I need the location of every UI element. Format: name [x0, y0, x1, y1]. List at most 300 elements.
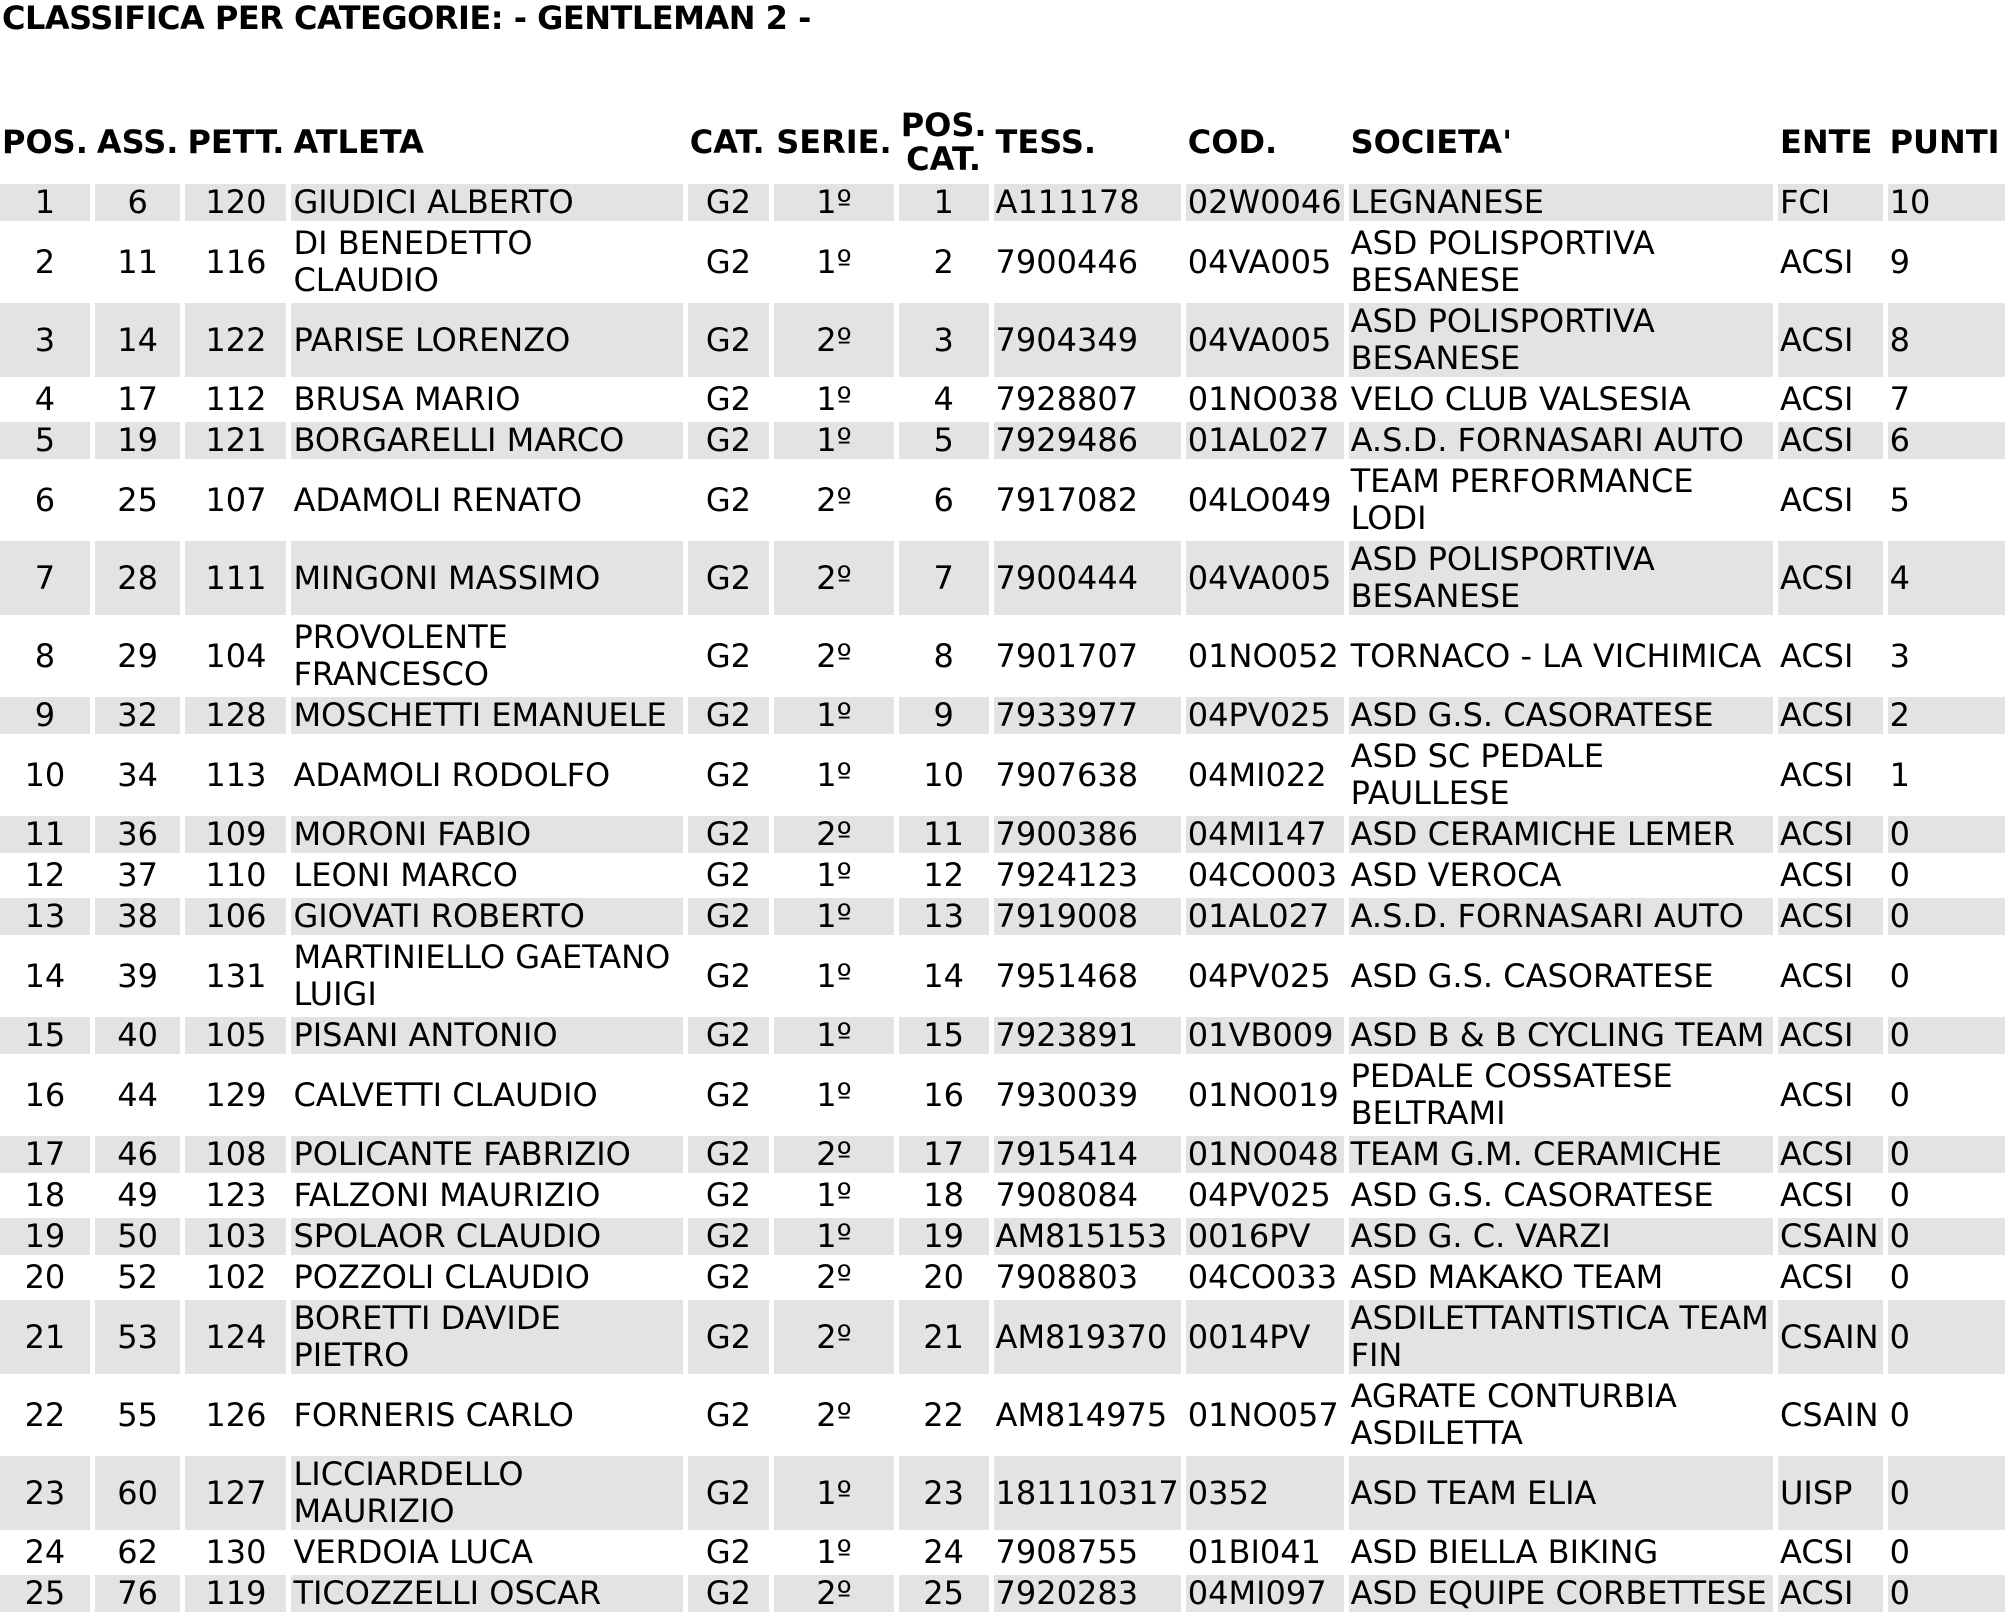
cell-cod: 04PV025 [1187, 956, 1331, 995]
cell-societa: ASD MAKAKO TEAM [1350, 1259, 1664, 1296]
cell-atleta: MARTINIELLO GAETANO LUIGI [293, 939, 671, 1013]
table-row [0, 463, 2005, 537]
cell-poscat: 15 [899, 1017, 989, 1054]
cell-tess: 7907638 [995, 755, 1139, 794]
cell-atleta: FALZONI MAURIZIO [293, 1177, 601, 1214]
cell-tess: A111178 [994, 184, 1181, 221]
cell-cod: 04VA005 [1187, 242, 1332, 281]
cell-pos: 6 [34, 480, 56, 519]
cell-ente: ACSI [1778, 816, 1883, 853]
table-row [0, 1378, 2005, 1452]
cell-poscat: 8 [933, 636, 954, 675]
table-row [0, 738, 2005, 812]
cell-punti: 0 [1889, 956, 1910, 995]
col-header-atleta: ATLETA [293, 123, 424, 161]
cell-atleta: PISANI ANTONIO [291, 1017, 682, 1054]
cell-serie: 2º [774, 1575, 893, 1612]
cell-tess: 181110317 [994, 1456, 1181, 1530]
cell-ass: 52 [117, 1259, 158, 1296]
cell-pos: 8 [34, 636, 56, 675]
cell-ente: UISP [1778, 1456, 1883, 1530]
cell-societa: ASD TEAM ELIA [1349, 1456, 1773, 1530]
cell-pett: 102 [205, 1259, 267, 1296]
cell-cod: 01NO052 [1187, 636, 1339, 675]
cell-serie: 1º [816, 1534, 852, 1571]
cell-ente: ACSI [1779, 242, 1854, 281]
cell-punti: 0 [1888, 1575, 2005, 1612]
cell-poscat: 10 [923, 755, 964, 794]
cell-atleta: GIUDICI ALBERTO [291, 184, 682, 221]
col-header-punti: PUNTI [1889, 123, 2000, 161]
cell-pett: 131 [205, 956, 267, 995]
cell-pett: 120 [185, 184, 286, 221]
cell-punti: 5 [1889, 480, 1910, 519]
cell-ass: 17 [117, 381, 158, 418]
cell-cod: 04MI147 [1186, 816, 1344, 853]
cell-societa: AGRATE CONTURBIA ASDILETTA [1350, 1378, 1677, 1452]
table-row [0, 857, 2005, 894]
cell-serie: 1º [774, 422, 893, 459]
cell-tess: 7930039 [995, 1075, 1139, 1114]
table-row [0, 697, 2005, 734]
cell-ass: 76 [95, 1575, 181, 1612]
cell-punti: 0 [1888, 1136, 2005, 1173]
cell-pett: 111 [185, 541, 286, 615]
cell-ass: 46 [95, 1136, 181, 1173]
col-header-cat: CAT. [689, 123, 765, 161]
cell-cod: 04VA005 [1186, 541, 1344, 615]
cell-cod: 01AL027 [1186, 898, 1344, 935]
cell-atleta: ADAMOLI RODOLFO [293, 755, 611, 794]
cell-pett: 126 [205, 1395, 267, 1434]
cell-ass: 28 [95, 541, 181, 615]
cell-cat: G2 [705, 956, 752, 995]
cell-ente: ACSI [1779, 480, 1854, 519]
cell-societa: ASD CERAMICHE LEMER [1349, 816, 1773, 853]
cell-poscat: 6 [933, 480, 954, 519]
cell-societa: TEAM PERFORMANCE LODI [1350, 463, 1694, 537]
cell-punti: 0 [1889, 857, 1910, 894]
cell-tess: 7901707 [995, 636, 1139, 675]
cell-cat: G2 [705, 1534, 752, 1571]
cell-serie: 2º [774, 1136, 893, 1173]
cell-tess: 7915414 [994, 1136, 1181, 1173]
cell-cod: 0016PV [1186, 1218, 1344, 1255]
cell-societa: VELO CLUB VALSESIA [1350, 381, 1691, 418]
table-row [0, 381, 2005, 418]
cell-cat: G2 [688, 303, 770, 377]
cell-ente: CSAIN [1778, 1300, 1883, 1374]
cell-ass: 19 [95, 422, 181, 459]
cell-cod: 04CO033 [1187, 1259, 1338, 1296]
table-row [0, 303, 2005, 377]
cell-cod: 01NO019 [1187, 1075, 1339, 1114]
col-header-ass: ASS. [96, 123, 179, 161]
cell-pett: 121 [185, 422, 286, 459]
cell-cat: G2 [688, 898, 770, 935]
cell-poscat: 25 [899, 1575, 989, 1612]
cell-tess: AM815153 [994, 1218, 1181, 1255]
cell-poscat: 18 [923, 1177, 964, 1214]
cell-ass: 55 [117, 1395, 158, 1434]
cell-tess: 7900386 [994, 816, 1181, 853]
cell-atleta: MINGONI MASSIMO [291, 541, 682, 615]
cell-pett: 105 [185, 1017, 286, 1054]
cell-pett: 107 [205, 480, 267, 519]
cell-ass: 62 [117, 1534, 158, 1571]
cell-serie: 2º [816, 636, 852, 675]
cell-cod: 0014PV [1186, 1300, 1344, 1374]
table-row [0, 816, 2005, 853]
cell-societa: TEAM G.M. CERAMICHE [1349, 1136, 1773, 1173]
cell-societa: LEGNANESE [1349, 184, 1773, 221]
cell-cat: G2 [705, 242, 752, 281]
cell-cat: G2 [688, 697, 770, 734]
cell-ente: ACSI [1779, 1259, 1854, 1296]
cell-atleta: VERDOIA LUCA [293, 1534, 533, 1571]
cell-poscat: 7 [899, 541, 989, 615]
cell-atleta: PROVOLENTE FRANCESCO [293, 619, 508, 693]
cell-serie: 1º [774, 1218, 893, 1255]
cell-ass: 60 [95, 1456, 181, 1530]
cell-pos: 3 [0, 303, 90, 377]
cell-ass: 14 [95, 303, 181, 377]
table-row [0, 1456, 2005, 1530]
cell-atleta: MOSCHETTI EMANUELE [291, 697, 682, 734]
cell-serie: 1º [774, 1456, 893, 1530]
cell-pett: 110 [205, 857, 267, 894]
cell-pos: 13 [0, 898, 90, 935]
cell-atleta: CALVETTI CLAUDIO [293, 1075, 598, 1114]
cell-punti: 4 [1888, 541, 2005, 615]
cell-tess: 7951468 [995, 956, 1139, 995]
cell-pett: 123 [205, 1177, 267, 1214]
cell-cod: 02W0046 [1187, 184, 1342, 221]
cell-punti: 0 [1889, 1534, 1910, 1571]
cell-cat: G2 [705, 1177, 752, 1214]
cell-ente: CSAIN [1778, 1218, 1883, 1255]
cell-serie: 1º [774, 184, 893, 221]
cell-punti: 0 [1889, 1177, 1910, 1214]
cell-punti: 0 [1888, 1017, 2005, 1054]
cell-tess: 7917082 [995, 480, 1139, 519]
header-row [0, 104, 2005, 180]
cell-ass: 6 [95, 184, 181, 221]
cell-serie: 2º [774, 303, 893, 377]
cell-atleta: MORONI FABIO [291, 816, 682, 853]
cell-cod: 01NO038 [1187, 381, 1339, 418]
table-row [0, 1534, 2005, 1571]
cell-ass: 44 [117, 1075, 158, 1114]
cell-poscat: 20 [923, 1259, 964, 1296]
cell-poscat: 21 [899, 1300, 989, 1374]
cell-pett: 108 [185, 1136, 286, 1173]
cell-pett: 113 [205, 755, 267, 794]
cell-pett: 109 [185, 816, 286, 853]
cell-serie: 2º [774, 816, 893, 853]
cell-tess: 7900446 [995, 242, 1139, 281]
cell-cat: G2 [688, 1218, 770, 1255]
cell-cat: G2 [688, 422, 770, 459]
table-row [0, 898, 2005, 935]
cell-cat: G2 [688, 184, 770, 221]
cell-pos: 7 [0, 541, 90, 615]
cell-cat: G2 [688, 816, 770, 853]
cell-ente: ACSI [1779, 381, 1854, 418]
cell-ente: ACSI [1778, 1136, 1883, 1173]
cell-punti: 0 [1888, 816, 2005, 853]
table-row [0, 619, 2005, 693]
cell-pos: 18 [24, 1177, 66, 1214]
cell-societa: ASD EQUIPE CORBETTESE [1349, 1575, 1773, 1612]
cell-ente: ACSI [1779, 1534, 1854, 1571]
cell-societa: ASD G.S. CASORATESE [1350, 956, 1714, 995]
cell-ente: ACSI [1779, 857, 1854, 894]
cell-ass: 49 [117, 1177, 158, 1214]
cell-punti: 0 [1889, 1075, 1910, 1114]
col-header-pos: POS. [2, 123, 88, 161]
cell-atleta: GIOVATI ROBERTO [291, 898, 682, 935]
table-row [0, 541, 2005, 615]
results-table [0, 100, 2010, 1616]
cell-societa: ASD G.S. CASORATESE [1349, 697, 1773, 734]
cell-pett: 130 [205, 1534, 267, 1571]
cell-ente: ACSI [1778, 303, 1883, 377]
cell-punti: 0 [1888, 898, 2005, 935]
cell-serie: 1º [816, 381, 852, 418]
cell-poscat: 5 [899, 422, 989, 459]
cell-cat: G2 [705, 1259, 752, 1296]
cell-ente: ACSI [1778, 422, 1883, 459]
cell-tess: AM819370 [994, 1300, 1181, 1374]
cell-ente: ACSI [1779, 636, 1854, 675]
cell-ass: 37 [117, 857, 158, 894]
cell-tess: 7908803 [995, 1259, 1139, 1296]
cell-cod: 04PV025 [1186, 697, 1344, 734]
cell-societa: ASD B & B CYCLING TEAM [1349, 1017, 1773, 1054]
cell-poscat: 16 [923, 1075, 964, 1114]
cell-punti: 0 [1889, 1395, 1910, 1434]
cell-cod: 01AL027 [1186, 422, 1344, 459]
cell-societa: ASD G.S. CASORATESE [1350, 1177, 1714, 1214]
cell-cod: 01VB009 [1186, 1017, 1344, 1054]
cell-cat: G2 [705, 857, 752, 894]
cell-tess: 7923891 [994, 1017, 1181, 1054]
cell-ente: ACSI [1778, 1575, 1883, 1612]
cell-serie: 2º [816, 1259, 852, 1296]
cell-cat: G2 [705, 381, 752, 418]
cell-cod: 04MI097 [1186, 1575, 1344, 1612]
col-header-societa: SOCIETA' [1350, 123, 1512, 161]
col-header-tess: TESS. [995, 123, 1097, 161]
cell-pett: 122 [185, 303, 286, 377]
cell-cat: G2 [705, 1075, 752, 1114]
cell-poscat: 2 [933, 242, 954, 281]
cell-tess: 7908755 [995, 1534, 1139, 1571]
table-row [0, 184, 2005, 221]
table-row [0, 1058, 2005, 1132]
cell-punti: 9 [1889, 242, 1910, 281]
cell-punti: 10 [1888, 184, 2005, 221]
table-row [0, 939, 2005, 1013]
cell-ente: ACSI [1779, 755, 1854, 794]
cell-societa: ASD G. C. VARZI [1349, 1218, 1773, 1255]
cell-tess: 7928807 [995, 381, 1139, 418]
cell-cod: 04PV025 [1187, 1177, 1331, 1214]
cell-cod: 04LO049 [1187, 480, 1332, 519]
col-header-serie: SERIE. [776, 123, 892, 161]
cell-cod: 04CO003 [1187, 857, 1338, 894]
cell-pos: 1 [0, 184, 90, 221]
cell-poscat: 23 [899, 1456, 989, 1530]
cell-serie: 1º [816, 242, 852, 281]
col-header-pett: PETT. [187, 123, 285, 161]
table-row [0, 422, 2005, 459]
cell-poscat: 17 [899, 1136, 989, 1173]
table-row [0, 1136, 2005, 1173]
cell-atleta: BORGARELLI MARCO [291, 422, 682, 459]
cell-ass: 32 [95, 697, 181, 734]
cell-atleta: LEONI MARCO [293, 857, 518, 894]
cell-pos: 17 [0, 1136, 90, 1173]
cell-punti: 2 [1888, 697, 2005, 734]
cell-cod: 01BI041 [1187, 1534, 1321, 1571]
cell-cod: 01NO057 [1187, 1395, 1339, 1434]
cell-serie: 1º [816, 857, 852, 894]
page-title: CLASSIFICA PER CATEGORIE: - GENTLEMAN 2 - [2, 0, 811, 37]
cell-ente: ACSI [1778, 697, 1883, 734]
cell-atleta: DI BENEDETTO CLAUDIO [293, 225, 533, 299]
table-row [0, 1259, 2005, 1296]
cell-serie: 1º [816, 1075, 852, 1114]
cell-cod: 01NO048 [1186, 1136, 1344, 1173]
cell-pos: 22 [24, 1395, 66, 1434]
cell-ass: 40 [95, 1017, 181, 1054]
cell-atleta: PARISE LORENZO [291, 303, 682, 377]
cell-poscat: 12 [923, 857, 964, 894]
cell-ass: 36 [95, 816, 181, 853]
cell-pett: 116 [205, 242, 267, 281]
cell-tess: 7924123 [995, 857, 1139, 894]
cell-punti: 7 [1889, 381, 1910, 418]
cell-atleta: POLICANTE FABRIZIO [291, 1136, 682, 1173]
cell-societa: ASD SC PEDALE PAULLESE [1350, 738, 1604, 812]
cell-atleta: BORETTI DAVIDE PIETRO [291, 1300, 682, 1374]
cell-pos: 12 [24, 857, 66, 894]
cell-cat: G2 [688, 1575, 770, 1612]
cell-atleta: SPOLAOR CLAUDIO [291, 1218, 682, 1255]
cell-pos: 11 [0, 816, 90, 853]
cell-societa: ASD POLISPORTIVA BESANESE [1350, 225, 1655, 299]
col-header-cod: COD. [1187, 123, 1278, 161]
cell-ente: ACSI [1779, 1177, 1854, 1214]
cell-serie: 1º [816, 755, 852, 794]
cell-pett: 104 [205, 636, 267, 675]
cell-tess: 7929486 [994, 422, 1181, 459]
cell-atleta: FORNERIS CARLO [293, 1395, 574, 1434]
cell-societa: ASDILETTANTISTICA TEAM FIN [1349, 1300, 1773, 1374]
cell-pos: 23 [0, 1456, 90, 1530]
cell-societa: A.S.D. FORNASARI AUTO [1349, 898, 1773, 935]
cell-ente: FCI [1778, 184, 1883, 221]
cell-atleta: POZZOLI CLAUDIO [293, 1259, 590, 1296]
cell-serie: 2º [816, 480, 852, 519]
cell-tess: 7933977 [994, 697, 1181, 734]
cell-ente: CSAIN [1779, 1395, 1879, 1434]
cell-punti: 0 [1888, 1218, 2005, 1255]
cell-cat: G2 [705, 636, 752, 675]
cell-societa: A.S.D. FORNASARI AUTO [1349, 422, 1773, 459]
cell-ass: 11 [117, 242, 158, 281]
cell-pett: 127 [185, 1456, 286, 1530]
cell-atleta: ADAMOLI RENATO [293, 480, 583, 519]
cell-pos: 20 [24, 1259, 66, 1296]
cell-punti: 1 [1889, 755, 1910, 794]
cell-atleta: TICOZZELLI OSCAR [291, 1575, 682, 1612]
cell-serie: 1º [774, 697, 893, 734]
cell-pett: 128 [185, 697, 286, 734]
cell-punti: 3 [1889, 636, 1910, 675]
cell-punti: 0 [1888, 1300, 2005, 1374]
cell-pos: 24 [24, 1534, 66, 1571]
table-row [0, 1300, 2005, 1374]
cell-societa: ASD POLISPORTIVA BESANESE [1349, 303, 1773, 377]
cell-ass: 53 [95, 1300, 181, 1374]
cell-ass: 29 [117, 636, 158, 675]
cell-pett: 106 [185, 898, 286, 935]
cell-atleta: BRUSA MARIO [293, 381, 521, 418]
cell-tess: 7904349 [994, 303, 1181, 377]
cell-cat: G2 [688, 1456, 770, 1530]
cell-cat: G2 [705, 480, 752, 519]
cell-pos: 14 [24, 956, 66, 995]
cell-punti: 6 [1888, 422, 2005, 459]
cell-ass: 38 [95, 898, 181, 935]
col-header-poscat [899, 104, 989, 180]
table-row [0, 1218, 2005, 1255]
cell-ente: ACSI [1778, 898, 1883, 935]
cell-cat: G2 [688, 1136, 770, 1173]
cell-cat: G2 [688, 1300, 770, 1374]
cell-tess: 7900444 [994, 541, 1181, 615]
cell-cod: 04VA005 [1186, 303, 1344, 377]
cell-serie: 2º [816, 1395, 852, 1434]
cell-poscat: 9 [899, 697, 989, 734]
cell-pos: 4 [34, 381, 56, 418]
cell-poscat: 3 [899, 303, 989, 377]
cell-pos: 2 [34, 242, 56, 281]
cell-pos: 10 [24, 755, 66, 794]
cell-societa: ASD POLISPORTIVA BESANESE [1349, 541, 1773, 615]
cell-pos: 15 [0, 1017, 90, 1054]
cell-punti: 8 [1888, 303, 2005, 377]
cell-poscat: 14 [923, 956, 964, 995]
cell-ass: 50 [95, 1218, 181, 1255]
cell-pos: 21 [0, 1300, 90, 1374]
cell-pos: 25 [0, 1575, 90, 1612]
cell-cat: G2 [705, 1395, 752, 1434]
cell-tess: 7920283 [994, 1575, 1181, 1612]
cell-serie: 2º [774, 1300, 893, 1374]
cell-poscat: 22 [923, 1395, 964, 1434]
table-row [0, 1017, 2005, 1054]
cell-ass: 39 [117, 956, 158, 995]
cell-cod: 0352 [1186, 1456, 1344, 1530]
cell-societa: ASD BIELLA BIKING [1350, 1534, 1659, 1571]
cell-tess: AM814975 [995, 1395, 1168, 1434]
cell-poscat: 24 [923, 1534, 964, 1571]
cell-punti: 0 [1889, 1259, 1910, 1296]
